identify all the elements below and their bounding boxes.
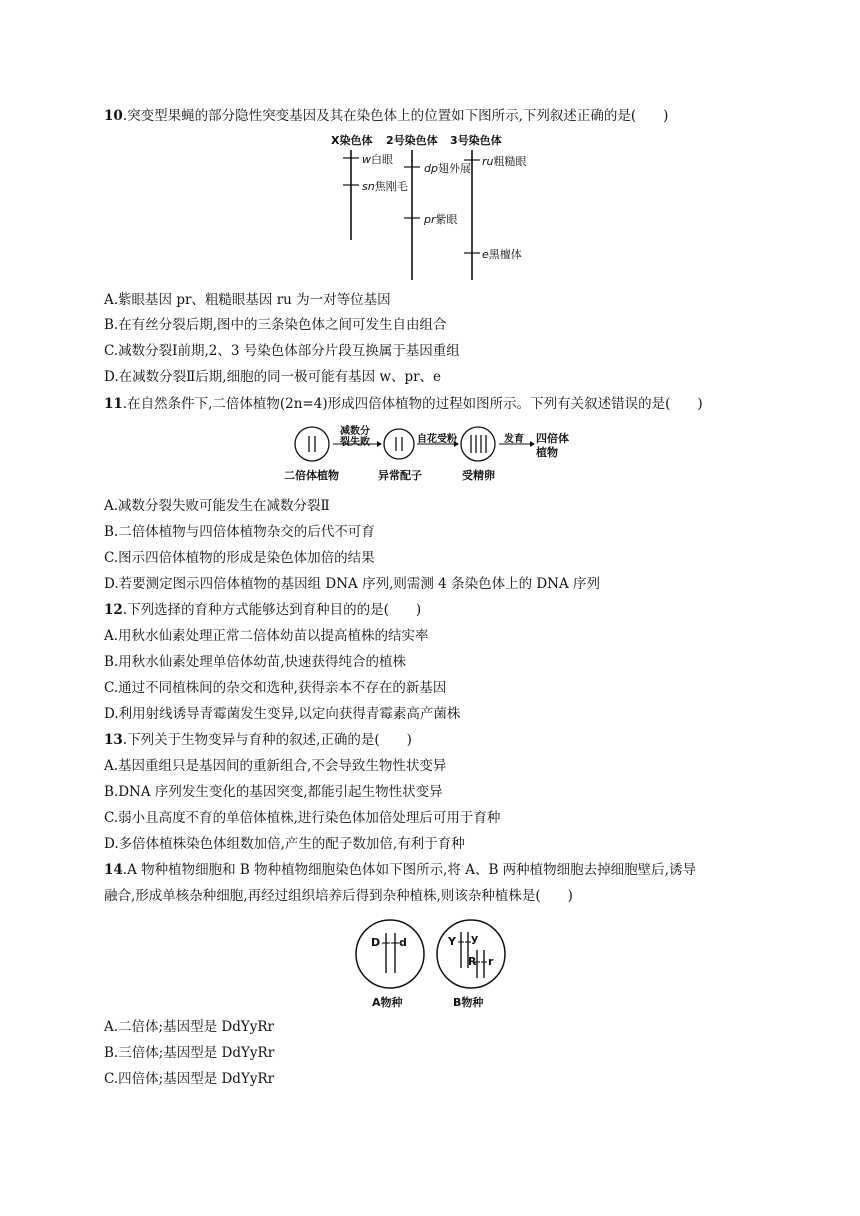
q13-stem-text: .下列关于生物变异与育种的叙述,正确的是( ) (122, 732, 412, 748)
q14-stem-line1 (104, 860, 696, 880)
arrow1-label-line2: 裂失败 (340, 437, 370, 448)
q14-option-a: A.二倍体;基因型是 DdYyRr (104, 1019, 275, 1035)
species-a-label: A物种 (372, 996, 403, 1009)
gene-e-label: e黑檀体 (482, 248, 522, 261)
q12-option-a: A.用秋水仙素处理正常二倍体幼苗以提高植株的结实率 (104, 628, 429, 644)
q13-option-d: D.多倍体植株染色体组数加倍,产生的配子数加倍,有利于育种 (104, 836, 465, 852)
q12-option-d: D.利用射线诱导青霉菌发生变异,以定向获得青霉素高产菌株 (104, 706, 461, 722)
q11-stem (104, 394, 703, 414)
arrow3-label: 发育 (504, 434, 524, 445)
arrow2-label: 自花受粉 (417, 434, 457, 445)
q11-process-figure (282, 420, 582, 488)
q11-option-c: C.图示四倍体植物的形成是染色体加倍的结果 (104, 550, 375, 566)
q14-stem-text-1: .A 物种植物细胞和 B 物种植物细胞染色体如下图所示,将 A、B 两种植物细胞去掉细胞壁后,诱导 (122, 862, 696, 878)
q10-option-c: C.减数分裂Ⅰ前期,2、3 号染色体部分片段互换属于基因重组 (104, 343, 460, 359)
q11-option-b: B.二倍体植物与四倍体植物杂交的后代不可育 (104, 524, 375, 540)
gene-ru-label: ru粗糙眼 (482, 155, 527, 168)
arrow1-label-line1: 减数分 (340, 426, 370, 437)
chromosome-3-label: 3号染色体 (450, 134, 502, 147)
abnormal-gamete-label: 异常配子 (378, 469, 422, 482)
gene-Y-label: Y (448, 935, 456, 948)
q14-option-c: C.四倍体;基因型是 DdYyRr (104, 1071, 275, 1087)
gene-sn-label: sn焦刚毛 (362, 180, 408, 193)
q13-option-a: A.基因重组只是基因间的重新组合,不会导致生物性状变异 (104, 758, 447, 774)
q10-number: 10 (104, 108, 123, 124)
q13-option-b: B.DNA 序列发生变化的基因突变,都能引起生物性状变异 (104, 784, 443, 800)
gene-pr-label: pr紫眼 (424, 213, 458, 226)
gene-w-label: w白眼 (362, 153, 393, 166)
q13-number: 13 (104, 732, 123, 748)
q13-option-c: C.弱小且高度不育的单倍体植株,进行染色体加倍处理后可用于育种 (104, 810, 501, 826)
q10-option-a: A.紫眼基因 pr、粗糙眼基因 ru 为一对等位基因 (104, 292, 391, 308)
q11-stem-text: .在自然条件下,二倍体植物(2n=4)形成四倍体植物的过程如图所示。下列有关叙述错误的是( ) (122, 396, 703, 412)
q13-stem (104, 730, 412, 750)
q14-number: 14 (104, 862, 123, 878)
gene-D-label: D (371, 936, 381, 949)
q10-stem (104, 106, 668, 126)
x-chromosome-label: X染色体 (331, 134, 373, 147)
chromosome-2-label: 2号染色体 (386, 134, 438, 147)
q12-stem (104, 600, 421, 620)
q11-option-d: D.若要测定图示四倍体植物的基因组 DNA 序列,则需测 4 条染色体上的 DNA 序列 (104, 576, 601, 592)
q14-stem-line2: 融合,形成单核杂种细胞,再经过组织培养后得到杂种植株,则该杂种植株是( ) (104, 888, 573, 904)
q12-option-b: B.用秋水仙素处理单倍体幼苗,快速获得纯合的植株 (104, 654, 407, 670)
q12-stem-text: .下列选择的育种方式能够达到育种目的的是( ) (122, 602, 422, 618)
result-label-line1: 四倍体 (536, 432, 569, 445)
gene-dp-label: dp翅外展 (424, 162, 471, 175)
q12-number: 12 (104, 602, 123, 618)
q10-option-d: D.在减数分裂Ⅱ后期,细胞的同一极可能有基因 w、pr、e (104, 369, 442, 385)
q10-stem-text: .突变型果蝇的部分隐性突变基因及其在染色体上的位置如下图所示,下列叙述正确的是( ) (122, 108, 669, 124)
q10-chromosome-figure (320, 130, 560, 285)
q11-number: 11 (104, 396, 123, 412)
result-label-line2: 植物 (536, 446, 558, 459)
gene-y-label: y (471, 932, 479, 945)
gene-r-label: r (488, 955, 494, 968)
species-b-label: B物种 (453, 996, 484, 1009)
gene-d-label: d (399, 936, 407, 949)
q10-option-b: B.在有丝分裂后期,图中的三条染色体之间可发生自由组合 (104, 317, 447, 333)
diploid-plant-label: 二倍体植物 (284, 469, 339, 482)
q14-cells-figure (350, 918, 520, 1010)
gene-R-label: R (468, 955, 477, 968)
q14-option-b: B.三倍体;基因型是 DdYyRr (104, 1045, 275, 1061)
zygote-label: 受精卵 (462, 469, 495, 482)
q12-option-c: C.通过不同植株间的杂交和选种,获得亲本不存在的新基因 (104, 680, 447, 696)
q11-option-a: A.减数分裂失败可能发生在减数分裂Ⅱ (104, 498, 330, 514)
